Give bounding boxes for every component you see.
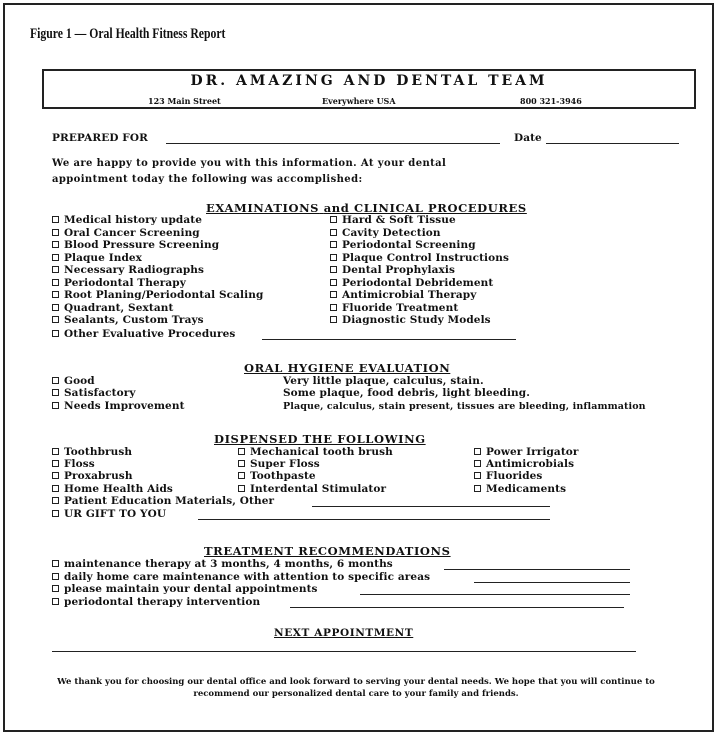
next-appointment-line bbox=[52, 651, 636, 652]
checkbox-icon[interactable] bbox=[52, 229, 59, 236]
checkbox-icon[interactable] bbox=[52, 510, 59, 517]
patient-education-line bbox=[312, 506, 550, 507]
checkbox-icon[interactable] bbox=[52, 460, 59, 467]
treatment-item: daily home care maintenance with attention to specific areas bbox=[52, 571, 430, 583]
exam-item: Antimicrobial Therapy bbox=[330, 289, 476, 301]
checkbox-icon[interactable] bbox=[52, 598, 59, 605]
exam-heading-a: EXAMINATIONS bbox=[206, 201, 320, 215]
patient-education-item: Patient Education Materials, Other bbox=[52, 495, 274, 507]
treatment-item: maintenance therapy at 3 months, 4 months, 6 months bbox=[52, 558, 393, 570]
checkbox-icon[interactable] bbox=[330, 279, 337, 286]
checkbox-icon[interactable] bbox=[474, 448, 481, 455]
checkbox-icon[interactable] bbox=[330, 304, 337, 311]
hygiene-heading: ORAL HYGIENE EVALUATION bbox=[244, 361, 451, 375]
treatment-line bbox=[474, 582, 630, 583]
dispensed-item: Floss bbox=[52, 458, 95, 470]
exam-item: Sealants, Custom Trays bbox=[52, 314, 204, 326]
exam-item: Dental Prophylaxis bbox=[330, 264, 455, 276]
dispensed-item: Proxabrush bbox=[52, 470, 133, 482]
checkbox-icon[interactable] bbox=[330, 266, 337, 273]
exam-heading-and: and bbox=[323, 201, 350, 215]
checkbox-icon[interactable] bbox=[238, 485, 245, 492]
checkbox-icon[interactable] bbox=[52, 485, 59, 492]
exam-item: Root Planing/Periodontal Scaling bbox=[52, 289, 263, 301]
hygiene-desc: Some plaque, food debris, light bleeding. bbox=[283, 387, 530, 399]
treatment-line bbox=[444, 569, 630, 570]
practice-header bbox=[42, 69, 696, 109]
gift-item: UR GIFT TO YOU bbox=[52, 508, 166, 520]
exam-item: Cavity Detection bbox=[330, 227, 441, 239]
dispensed-item: Medicaments bbox=[474, 483, 566, 495]
exam-heading-b: CLINICAL PROCEDURES bbox=[353, 201, 527, 215]
hygiene-desc: Very little plaque, calculus, stain. bbox=[283, 375, 484, 387]
checkbox-icon[interactable] bbox=[52, 241, 59, 248]
footer-message: We thank you for choosing our dental office and look forward to serving your dental needs. We hope that you will continue to recommend our personalized dental care to your family and friends. bbox=[57, 677, 655, 699]
checkbox-icon[interactable] bbox=[52, 585, 59, 592]
exam-item: Periodontal Screening bbox=[330, 239, 476, 251]
practice-street: 123 Main Street bbox=[148, 96, 221, 106]
dispensed-item: Power Irrigator bbox=[474, 446, 579, 458]
treatment-line bbox=[290, 607, 624, 608]
checkbox-icon[interactable] bbox=[238, 472, 245, 479]
checkbox-icon[interactable] bbox=[330, 254, 337, 261]
checkbox-icon[interactable] bbox=[52, 472, 59, 479]
checkbox-icon[interactable] bbox=[52, 389, 59, 396]
exam-item: Diagnostic Study Models bbox=[330, 314, 491, 326]
next-appointment-heading: NEXT APPOINTMENT bbox=[274, 627, 414, 639]
checkbox-icon[interactable] bbox=[52, 402, 59, 409]
checkbox-icon[interactable] bbox=[52, 330, 59, 337]
checkbox-icon[interactable] bbox=[330, 229, 337, 236]
exam-heading bbox=[206, 201, 527, 215]
checkbox-icon[interactable] bbox=[474, 460, 481, 467]
dispensed-item: Mechanical tooth brush bbox=[238, 446, 393, 458]
checkbox-icon[interactable] bbox=[52, 254, 59, 261]
checkbox-icon[interactable] bbox=[330, 241, 337, 248]
treatment-item: periodontal therapy intervention bbox=[52, 596, 260, 608]
exam-item: Oral Cancer Screening bbox=[52, 227, 200, 239]
intro-line-1: We are happy to provide you with this information. At your dental bbox=[52, 158, 447, 169]
checkbox-icon[interactable] bbox=[52, 216, 59, 223]
checkbox-icon[interactable] bbox=[52, 560, 59, 567]
checkbox-icon[interactable] bbox=[52, 497, 59, 504]
hygiene-option: Needs Improvement bbox=[52, 400, 185, 412]
treatment-line bbox=[360, 594, 630, 595]
dispensed-item: Super Floss bbox=[238, 458, 320, 470]
checkbox-icon[interactable] bbox=[238, 460, 245, 467]
checkbox-icon[interactable] bbox=[52, 266, 59, 273]
exam-item-other: Other Evaluative Procedures bbox=[52, 328, 235, 340]
prepared-for-line bbox=[166, 143, 500, 144]
exam-item: Hard & Soft Tissue bbox=[330, 214, 456, 226]
dispensed-item: Toothpaste bbox=[238, 470, 316, 482]
practice-city: Everywhere USA bbox=[322, 96, 396, 106]
treatment-item: please maintain your dental appointments bbox=[52, 583, 318, 595]
hygiene-desc: Plaque, calculus, stain present, tissues are bleeding, inflammation bbox=[283, 401, 646, 412]
dispensed-heading: DISPENSED THE FOLLOWING bbox=[214, 432, 426, 446]
exam-item: Periodontal Debridement bbox=[330, 277, 493, 289]
date-line bbox=[546, 143, 679, 144]
hygiene-option: Satisfactory bbox=[52, 387, 136, 399]
checkbox-icon[interactable] bbox=[52, 304, 59, 311]
treatment-heading: TREATMENT RECOMMENDATIONS bbox=[204, 544, 451, 558]
dispensed-item: Antimicrobials bbox=[474, 458, 574, 470]
checkbox-icon[interactable] bbox=[52, 291, 59, 298]
prepared-for-label: PREPARED FOR bbox=[52, 132, 148, 144]
exam-item: Necessary Radiographs bbox=[52, 264, 204, 276]
dispensed-item: Toothbrush bbox=[52, 446, 132, 458]
checkbox-icon[interactable] bbox=[474, 472, 481, 479]
other-procedures-line bbox=[262, 339, 516, 340]
checkbox-icon[interactable] bbox=[52, 279, 59, 286]
exam-item: Medical history update bbox=[52, 214, 202, 226]
checkbox-icon[interactable] bbox=[330, 216, 337, 223]
checkbox-icon[interactable] bbox=[52, 377, 59, 384]
dispensed-item: Fluorides bbox=[474, 470, 542, 482]
checkbox-icon[interactable] bbox=[330, 316, 337, 323]
date-label: Date bbox=[514, 132, 542, 144]
exam-item: Fluoride Treatment bbox=[330, 302, 458, 314]
gift-line bbox=[198, 519, 550, 520]
exam-item: Periodontal Therapy bbox=[52, 277, 186, 289]
checkbox-icon[interactable] bbox=[52, 573, 59, 580]
dispensed-item: Home Health Aids bbox=[52, 483, 173, 495]
exam-item: Plaque Control Instructions bbox=[330, 252, 509, 264]
exam-item: Quadrant, Sextant bbox=[52, 302, 173, 314]
exam-item: Blood Pressure Screening bbox=[52, 239, 219, 251]
exam-item: Plaque Index bbox=[52, 252, 142, 264]
intro-line-2: appointment today the following was accomplished: bbox=[52, 174, 363, 185]
checkbox-icon[interactable] bbox=[52, 448, 59, 455]
figure-title: Figure 1 — Oral Health Fitness Report bbox=[30, 26, 226, 42]
checkbox-icon[interactable] bbox=[238, 448, 245, 455]
practice-phone: 800 321-3946 bbox=[520, 96, 582, 106]
checkbox-icon[interactable] bbox=[330, 291, 337, 298]
practice-name: DR. AMAZING AND DENTAL TEAM bbox=[190, 73, 548, 89]
hygiene-option: Good bbox=[52, 375, 95, 387]
checkbox-icon[interactable] bbox=[474, 485, 481, 492]
dispensed-item: Interdental Stimulator bbox=[238, 483, 386, 495]
checkbox-icon[interactable] bbox=[52, 316, 59, 323]
